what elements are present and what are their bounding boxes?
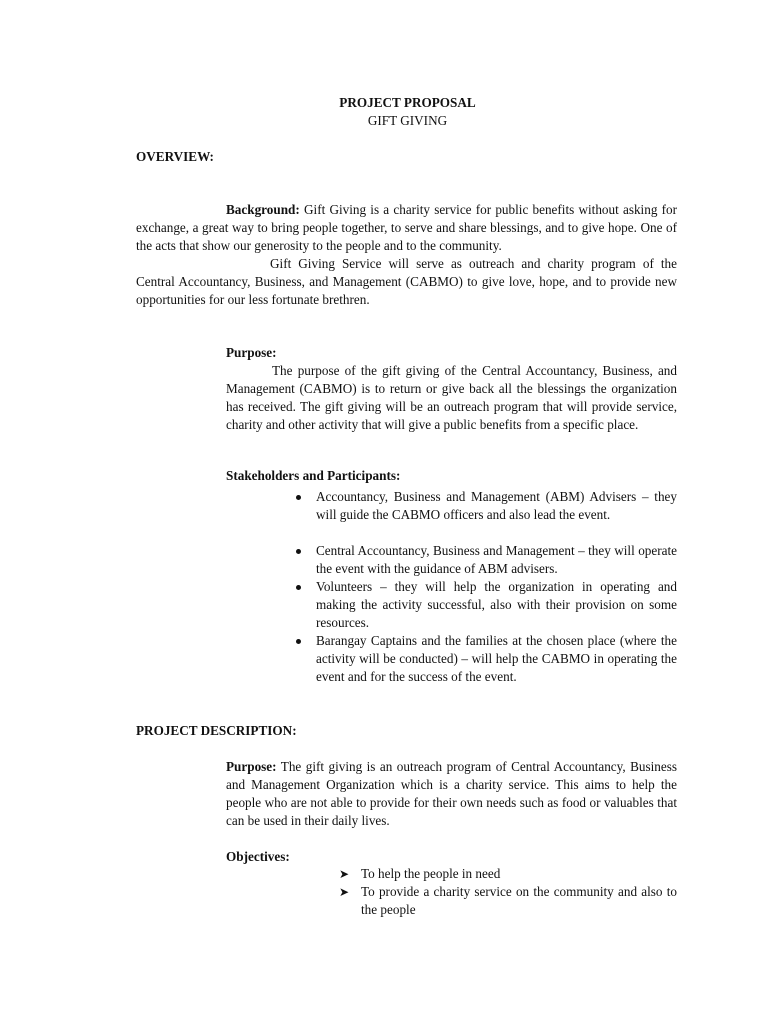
arrow-bullet-icon: ➤ (339, 867, 350, 881)
list-item: Accountancy, Business and Management (ABM) Advisers – they will guide the CABMO officers and also lead the event. (316, 488, 677, 542)
bullet-icon (296, 585, 301, 590)
list-item: Barangay Captains and the families at the chosen place (where the activity will be conducted) – will help the CABMO in operating the event and for the success of the event. (316, 632, 677, 704)
purpose-paragraph: The purpose of the gift giving of the Central Accountancy, Business, and Management (CABMO) is to return or give back all the blessings the organization has received. The gift giving will be an outreach program that will provide service, charity and other activity that will give a public benefits from a specific place. (226, 363, 677, 432)
document-subtitle: GIFT GIVING (367, 113, 448, 128)
purpose-label: Purpose: (226, 345, 277, 360)
bullet-icon (296, 495, 301, 500)
purpose-section (226, 344, 677, 434)
bullet-icon (296, 639, 301, 644)
bullet-icon (296, 549, 301, 554)
list-item: ➤ To help the people in need (339, 866, 501, 881)
list-item: Central Accountancy, Business and Management – they will operate the event with the guidance of ABM advisers. (316, 542, 677, 578)
project-description-heading: PROJECT DESCRIPTION: (136, 723, 297, 738)
list-item: Volunteers – they will help the organization in operating and making the activity successful, also with their provision on some resources. (316, 578, 677, 632)
document-title: PROJECT PROPOSAL (339, 95, 476, 110)
stakeholders-list (316, 488, 677, 704)
description-purpose (226, 758, 677, 830)
arrow-bullet-icon: ➤ (339, 885, 350, 899)
background-paragraph (136, 201, 677, 255)
background-paragraph-2: Gift Giving Service will serve as outreach and charity program of the Central Accountancy, Business, and Management (CABMO) to give love, hope, and to provide new opportunities for our less fortunate brethren. (136, 256, 677, 307)
background-text: Gift Giving is a charity service for public benefits without asking for exchange, a great way to bring people together, to serve and share blessings, and to give hope. One of the acts that show our generosity to the people and to the community. (136, 202, 678, 253)
description-purpose-label: Purpose: (226, 759, 277, 774)
overview-heading: OVERVIEW: (136, 149, 214, 164)
stakeholders-label: Stakeholders and Participants: (226, 468, 401, 483)
background-section (136, 201, 677, 309)
list-item: ➤ To provide a charity service on the community and also to the people (339, 884, 677, 917)
objectives-label: Objectives: (226, 849, 290, 864)
description-paragraph: Purpose: The gift giving is an outreach program of Central Accountancy, Business and Management Organization which is a charity service. This aims to help the people who are not able to provide for their own needs such as food or valuables that can be used in their daily lives. (226, 759, 678, 828)
background-label: Background: (226, 202, 300, 217)
objectives-list (339, 865, 677, 919)
